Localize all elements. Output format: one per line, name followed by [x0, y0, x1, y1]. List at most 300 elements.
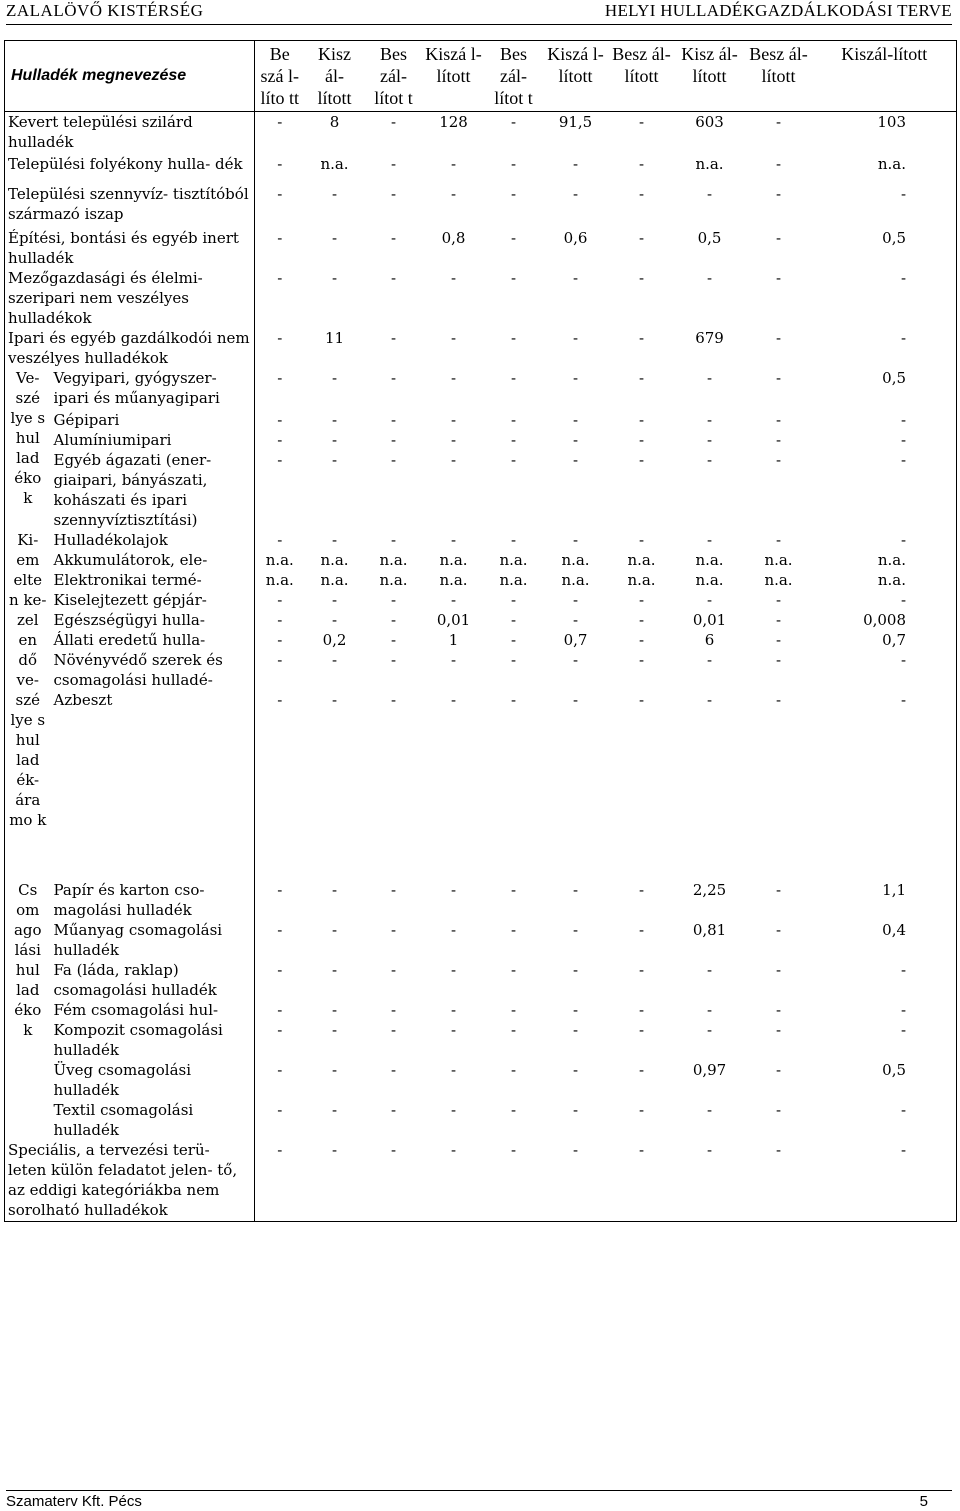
table-row — [5, 570, 957, 590]
value-cell: 0,6 — [563, 228, 588, 247]
column-header: Bes zál- lítot t — [485, 41, 543, 112]
row-label: Akkumulátorok, ele- — [51, 550, 255, 570]
value-cell: - — [510, 450, 517, 469]
value-cell: - — [775, 920, 782, 939]
value-cell: - — [390, 268, 397, 287]
value-cell: - — [572, 410, 579, 429]
value-cell: - — [450, 690, 457, 709]
value-cell: - — [390, 960, 397, 979]
value-cell: - — [423, 1140, 485, 1222]
value-cell: - — [510, 154, 517, 173]
value-cell: - — [485, 1140, 543, 1222]
value-cell: - — [813, 1000, 957, 1020]
value-cell: - — [510, 610, 517, 629]
value-cell: n.a. — [561, 570, 590, 589]
value-cell: - — [543, 1140, 609, 1222]
value-cell: - — [775, 184, 782, 203]
value-cell: - — [572, 430, 579, 449]
value-cell: - — [277, 650, 283, 669]
value-cell: - — [813, 410, 957, 430]
value-cell: - — [390, 113, 397, 131]
header-right-title: HELYI HULLADÉKGAZDÁLKODÁSI TERVE — [604, 1, 952, 20]
value-cell: - — [609, 1140, 675, 1222]
value-cell: - — [331, 184, 338, 203]
value-cell: - — [572, 880, 579, 899]
value-cell: - — [390, 328, 397, 347]
value-cell: - — [572, 268, 579, 287]
value-cell: - — [638, 184, 645, 203]
value-cell: - — [638, 880, 645, 899]
value-cell: - — [510, 650, 517, 669]
table-body — [5, 112, 957, 1222]
value-cell: n.a. — [695, 570, 724, 589]
value-cell: - — [572, 610, 579, 629]
value-cell: - — [638, 368, 645, 387]
value-cell: - — [450, 1100, 457, 1119]
value-cell: n.a. — [561, 550, 590, 569]
value-cell: - — [638, 590, 645, 609]
value-cell: 0,2 — [322, 630, 347, 649]
value-cell: - — [510, 368, 517, 387]
column-header: Kisz ál- lított — [675, 41, 745, 112]
value-cell: - — [572, 1100, 579, 1119]
value-cell: - — [813, 328, 957, 368]
value-cell: - — [331, 268, 338, 287]
value-cell: - — [331, 880, 338, 899]
row-label: Egészségügyi hulla- — [51, 610, 255, 630]
value-cell: - — [572, 960, 579, 979]
value-cell: 0,7 — [563, 630, 588, 649]
value-cell: - — [450, 410, 457, 429]
value-cell: 0,5 — [813, 368, 957, 410]
table-row — [5, 1100, 957, 1140]
value-cell: 603 — [695, 113, 724, 131]
value-cell: - — [572, 328, 579, 347]
value-cell: - — [572, 154, 579, 173]
value-cell: - — [813, 650, 957, 690]
value-cell: - — [572, 1000, 579, 1019]
value-cell: - — [450, 960, 457, 979]
value-cell: - — [706, 530, 713, 549]
value-cell: - — [813, 960, 957, 1000]
value-cell: - — [775, 1020, 782, 1039]
value-cell: - — [390, 1000, 397, 1019]
value-cell: - — [510, 960, 517, 979]
value-cell: - — [450, 430, 457, 449]
value-cell: - — [450, 328, 457, 347]
value-cell: - — [331, 960, 338, 979]
value-cell: - — [331, 920, 338, 939]
value-cell: - — [706, 690, 713, 709]
value-cell: - — [450, 880, 457, 899]
value-cell: - — [638, 450, 645, 469]
value-cell: n.a. — [627, 570, 656, 589]
value-cell: - — [813, 430, 957, 450]
value-cell: - — [450, 184, 457, 203]
value-cell: 0,81 — [692, 920, 727, 939]
value-cell: - — [331, 450, 338, 469]
group-side-label: Cs om ago lási hul lad éko k — [5, 880, 51, 1140]
value-cell: n.a. — [379, 570, 408, 589]
row-label: Kompozit csomagolási hulladék — [51, 1020, 255, 1060]
value-cell: - — [450, 1060, 457, 1079]
value-cell: - — [510, 1100, 517, 1119]
value-cell: 679 — [695, 328, 724, 347]
value-cell: - — [775, 328, 782, 347]
table-row — [5, 368, 957, 410]
value-cell: - — [277, 880, 283, 899]
value-cell: - — [638, 630, 645, 649]
value-cell: - — [706, 1100, 713, 1119]
column-header: Kisz ál- lított — [305, 41, 365, 112]
table-row — [5, 184, 957, 228]
page-header — [6, 0, 952, 25]
row-label: Települési folyékony hulla- dék — [5, 154, 255, 184]
value-cell: - — [390, 450, 397, 469]
value-cell: n.a. — [499, 570, 528, 589]
table-row — [5, 154, 957, 184]
value-cell: - — [775, 268, 782, 287]
table-row — [5, 410, 957, 430]
column-header: Kiszál-lított — [813, 41, 957, 112]
table-row — [5, 610, 957, 630]
row-label: Kevert települési szilárd hulladék — [5, 112, 255, 154]
value-cell: - — [510, 1000, 517, 1019]
value-cell: - — [775, 1100, 782, 1119]
value-cell: - — [572, 1020, 579, 1039]
column-header: Kiszá l- lított — [543, 41, 609, 112]
row-label: Azbeszt — [51, 690, 255, 880]
table-row — [5, 1000, 957, 1020]
value-cell: - — [510, 184, 517, 203]
value-cell: - — [572, 690, 579, 709]
value-cell: - — [706, 368, 713, 387]
value-cell: - — [450, 1000, 457, 1019]
value-cell: - — [331, 1000, 338, 1019]
value-cell: - — [638, 228, 645, 247]
value-cell: 11 — [324, 328, 345, 347]
value-cell: - — [813, 184, 957, 228]
value-cell: - — [510, 430, 517, 449]
table-row — [5, 880, 957, 920]
value-cell: n.a. — [813, 570, 957, 590]
value-cell: - — [277, 228, 283, 247]
value-cell: - — [450, 920, 457, 939]
page-footer — [6, 1490, 952, 1511]
value-cell: - — [331, 1020, 338, 1039]
footer-company: Szamaterv Kft. Pécs — [6, 1493, 142, 1510]
value-cell: - — [638, 530, 645, 549]
value-cell: - — [277, 113, 283, 131]
value-cell: - — [775, 430, 782, 449]
value-cell: - — [572, 1060, 579, 1079]
value-cell: - — [572, 920, 579, 939]
value-cell: - — [572, 590, 579, 609]
table-row — [5, 268, 957, 328]
value-cell: - — [572, 650, 579, 669]
value-cell: - — [390, 228, 397, 247]
value-cell: - — [255, 1140, 305, 1222]
value-cell: - — [450, 154, 457, 173]
value-cell: - — [331, 650, 338, 669]
value-cell: - — [813, 450, 957, 530]
value-cell: - — [390, 590, 397, 609]
value-cell: - — [277, 960, 283, 979]
value-cell: - — [510, 113, 517, 131]
table-header-row — [5, 41, 957, 112]
value-cell: - — [277, 368, 283, 387]
row-label: Alumíniumipari — [51, 430, 255, 450]
row-label: Növényvédő szerek és csomagolási hulladé- — [51, 650, 255, 690]
value-cell: n.a. — [320, 550, 349, 569]
row-label: Papír és karton cso- magolási hulladék — [51, 880, 255, 920]
value-cell: - — [775, 530, 782, 549]
value-cell: - — [775, 1000, 782, 1019]
value-cell: - — [813, 590, 957, 610]
value-cell: - — [775, 368, 782, 387]
value-cell: - — [510, 630, 517, 649]
value-cell: - — [775, 154, 782, 173]
value-cell: - — [775, 590, 782, 609]
value-cell: - — [706, 410, 713, 429]
page-number: 5 — [919, 1493, 928, 1510]
value-cell: - — [813, 1100, 957, 1140]
column-header: Be szá l- líto tt — [255, 41, 305, 112]
row-label: Egyéb ágazati (ener- giaipari, bányászati, kohászati és ipari szennyvíztisztítási) — [51, 450, 255, 530]
value-cell: - — [572, 184, 579, 203]
value-cell: n.a. — [439, 550, 468, 569]
value-cell: - — [775, 630, 782, 649]
value-cell: n.a. — [265, 570, 294, 589]
table-row — [5, 630, 957, 650]
value-cell: 1 — [448, 630, 459, 649]
value-cell: - — [331, 410, 338, 429]
value-cell: 91,5 — [558, 113, 593, 131]
value-cell: - — [706, 650, 713, 669]
value-cell: - — [813, 268, 957, 328]
row-label: Speciális, a tervezési terü- leten külön feladatot jelen- tő, az eddigi kategóriákba nem sorolható hulladékok — [5, 1140, 255, 1222]
value-cell: - — [813, 1020, 957, 1060]
column-header: Besz ál- lított — [609, 41, 675, 112]
value-cell: - — [572, 368, 579, 387]
value-cell: - — [277, 690, 283, 709]
column-header-name: Hulladék megnevezése — [5, 41, 255, 112]
value-cell: - — [450, 530, 457, 549]
value-cell: - — [775, 690, 782, 709]
value-cell: - — [331, 530, 338, 549]
value-cell: 8 — [329, 113, 340, 131]
value-cell: - — [365, 1140, 423, 1222]
row-label: Üveg csomagolási hulladék — [51, 1060, 255, 1100]
table-row — [5, 550, 957, 570]
value-cell: - — [277, 184, 283, 203]
value-cell: - — [745, 1140, 813, 1222]
value-cell: - — [638, 430, 645, 449]
table-row — [5, 920, 957, 960]
value-cell: - — [638, 650, 645, 669]
value-cell: - — [450, 368, 457, 387]
row-label: Települési szennyvíz- tisztítóból származó iszap — [5, 184, 255, 228]
table-row — [5, 1140, 957, 1222]
value-cell: - — [390, 650, 397, 669]
value-cell: n.a. — [320, 570, 349, 589]
value-cell: - — [706, 450, 713, 469]
value-cell: - — [277, 1060, 283, 1079]
value-cell: - — [277, 450, 283, 469]
row-label: Textil csomagolási hulladék — [51, 1100, 255, 1140]
value-cell: - — [706, 1000, 713, 1019]
value-cell: - — [775, 113, 782, 131]
value-cell: - — [331, 1060, 338, 1079]
value-cell: - — [813, 530, 957, 550]
value-cell: 0,008 — [813, 610, 957, 630]
value-cell: - — [390, 530, 397, 549]
value-cell: - — [390, 368, 397, 387]
row-label: Hulladékolajok — [51, 530, 255, 550]
value-cell: n.a. — [320, 154, 349, 173]
value-cell: - — [638, 610, 645, 629]
value-cell: - — [331, 610, 338, 629]
value-cell: - — [277, 1020, 283, 1039]
header-left-title: ZALALÖVŐ KISTÉRSÉG — [6, 1, 204, 20]
value-cell: 0,4 — [813, 920, 957, 960]
value-cell: n.a. — [439, 570, 468, 589]
value-cell: - — [638, 960, 645, 979]
column-header: Besz ál- lított — [745, 41, 813, 112]
value-cell: - — [775, 880, 782, 899]
value-cell: - — [775, 650, 782, 669]
value-cell: - — [813, 1140, 957, 1222]
value-cell: - — [390, 410, 397, 429]
value-cell: - — [775, 1060, 782, 1079]
value-cell: - — [331, 1100, 338, 1119]
value-cell: - — [706, 184, 713, 203]
value-cell: 0,97 — [692, 1060, 727, 1079]
value-cell: - — [390, 880, 397, 899]
value-cell: - — [390, 630, 397, 649]
value-cell: - — [277, 410, 283, 429]
table-row — [5, 650, 957, 690]
value-cell: - — [331, 228, 338, 247]
value-cell: - — [813, 690, 957, 880]
value-cell: - — [277, 590, 283, 609]
value-cell: - — [390, 184, 397, 203]
value-cell: - — [331, 690, 338, 709]
table-row — [5, 328, 957, 368]
group-side-label: Ki- em elte n ke- zel en dő ve- szé lye s hul lad ék- ára mo k — [5, 530, 51, 880]
value-cell: - — [277, 1100, 283, 1119]
value-cell: - — [638, 690, 645, 709]
value-cell: - — [638, 410, 645, 429]
value-cell: - — [510, 228, 517, 247]
row-label: Építési, bontási és egyéb inert hulladék — [5, 228, 255, 268]
value-cell: - — [390, 154, 397, 173]
column-header: Bes zál- lítot t — [365, 41, 423, 112]
value-cell: n.a. — [379, 550, 408, 569]
value-cell: n.a. — [695, 550, 724, 569]
value-cell: - — [638, 920, 645, 939]
table-row — [5, 450, 957, 530]
value-cell: - — [638, 1060, 645, 1079]
value-cell: - — [390, 690, 397, 709]
value-cell: - — [638, 268, 645, 287]
value-cell: - — [277, 430, 283, 449]
value-cell: - — [510, 1060, 517, 1079]
group-side-label: Ve- szé lye s hul lad éko k — [5, 368, 51, 530]
value-cell: n.a. — [695, 154, 724, 173]
value-cell: - — [277, 154, 283, 173]
table-row — [5, 1060, 957, 1100]
value-cell: - — [390, 610, 397, 629]
value-cell: - — [277, 530, 283, 549]
value-cell: - — [510, 880, 517, 899]
value-cell: - — [390, 430, 397, 449]
row-label: Műanyag csomagolási hulladék — [51, 920, 255, 960]
value-cell: - — [775, 410, 782, 429]
value-cell: 0,8 — [441, 228, 466, 247]
value-cell: - — [638, 1000, 645, 1019]
value-cell: - — [775, 960, 782, 979]
value-cell: - — [675, 1140, 745, 1222]
value-cell: 0,01 — [436, 610, 471, 629]
value-cell: - — [638, 1100, 645, 1119]
value-cell: - — [775, 450, 782, 469]
row-label: Állati eredetű hulla- — [51, 630, 255, 650]
value-cell: - — [706, 1020, 713, 1039]
value-cell: - — [638, 1020, 645, 1039]
row-label: Ipari és egyéb gazdálkodói nem veszélyes hulladékok — [5, 328, 255, 368]
value-cell: - — [572, 450, 579, 469]
table-row — [5, 1020, 957, 1060]
value-cell: - — [277, 610, 283, 629]
value-cell: 103 — [813, 112, 957, 154]
column-header: Kiszá l- lított — [423, 41, 485, 112]
value-cell: - — [706, 960, 713, 979]
row-label: Elektronikai termé- — [51, 570, 255, 590]
value-cell: 6 — [704, 630, 715, 649]
value-cell: - — [510, 690, 517, 709]
table-row — [5, 430, 957, 450]
row-label: Gépipari — [51, 410, 255, 430]
row-label: Kiselejtezett gépjár- — [51, 590, 255, 610]
value-cell: - — [510, 268, 517, 287]
value-cell: 128 — [439, 113, 468, 131]
value-cell: - — [572, 530, 579, 549]
value-cell: - — [450, 450, 457, 469]
row-label: Fa (láda, raklap) csomagolási hulladék — [51, 960, 255, 1000]
table-row — [5, 530, 957, 550]
value-cell: - — [277, 920, 283, 939]
value-cell: 0,7 — [813, 630, 957, 650]
value-cell: - — [305, 1140, 365, 1222]
value-cell: - — [331, 430, 338, 449]
value-cell: n.a. — [813, 154, 957, 184]
value-cell: - — [390, 1100, 397, 1119]
value-cell: - — [638, 328, 645, 347]
value-cell: - — [331, 590, 338, 609]
value-cell: - — [510, 328, 517, 347]
value-cell: - — [510, 920, 517, 939]
value-cell: - — [775, 228, 782, 247]
value-cell: - — [277, 268, 283, 287]
table-row — [5, 112, 957, 154]
value-cell: 0,5 — [813, 228, 957, 268]
value-cell: - — [277, 328, 283, 347]
table-row — [5, 590, 957, 610]
table-row — [5, 960, 957, 1000]
value-cell: - — [775, 610, 782, 629]
row-label: Fém csomagolási hul- — [51, 1000, 255, 1020]
